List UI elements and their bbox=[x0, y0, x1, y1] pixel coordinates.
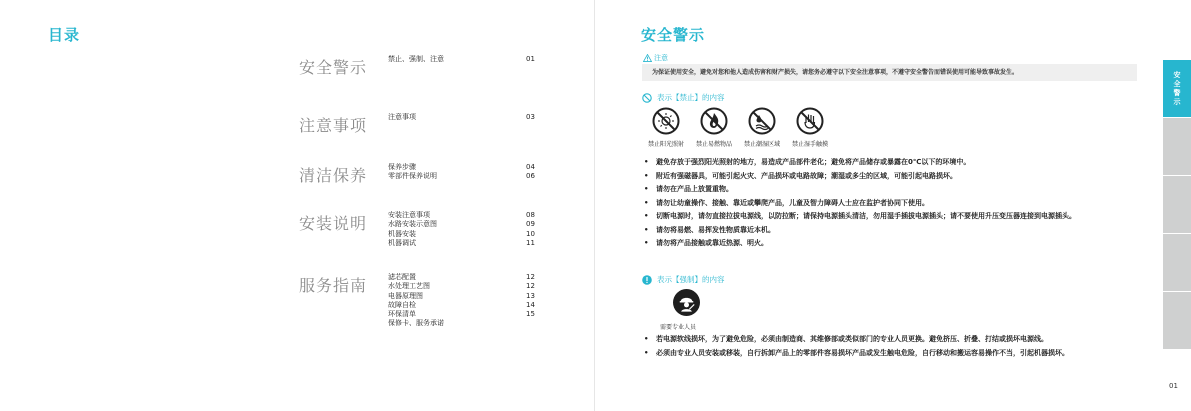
page-number: 01 bbox=[1169, 382, 1178, 390]
side-tab-notes[interactable] bbox=[1163, 118, 1191, 175]
prohibit-item: 禁止湿手触摸 bbox=[786, 107, 834, 148]
mandatory-heading: 表示【强制】的内容 bbox=[642, 274, 725, 285]
wet-hand-prohibited-icon bbox=[796, 107, 824, 135]
toc-items bbox=[388, 113, 538, 122]
professional-worker-icon bbox=[673, 289, 700, 316]
prohibit-heading: 表示【禁止】的内容 bbox=[642, 92, 725, 103]
toc-heading: 安全警示 bbox=[299, 58, 368, 77]
toc-items bbox=[388, 163, 538, 182]
list-item: • 请勿将产品接触或靠近热源、明火。 bbox=[642, 239, 1142, 248]
toc-title: 目录 bbox=[48, 26, 81, 44]
list-item: • 请勿让幼童操作、接触、靠近或攀爬产品，儿童及智力障碍人士应在监护者协同下使用。 bbox=[642, 199, 1142, 208]
side-tab-cleaning[interactable] bbox=[1163, 176, 1191, 233]
exclamation-icon bbox=[642, 275, 652, 285]
sun-prohibited-icon bbox=[652, 107, 680, 135]
page-title: 安全警示 bbox=[641, 26, 706, 44]
notice-bar: 为保证使用安全，避免对您和他人造成伤害和财产损失，请您务必遵守以下安全注意事项，不遵守安全警告而错误使用可能导致事故发生。 bbox=[642, 64, 1137, 81]
list-item: • 必须由专业人员安装或移装，自行拆卸产品上的零部件容易损坏产品或发生触电危险，自行移动和搬运容易操作不当，引起机器损坏。 bbox=[642, 349, 1142, 358]
toc-items bbox=[388, 273, 538, 329]
prohibited-icon bbox=[642, 93, 652, 103]
toc-items bbox=[388, 211, 538, 248]
toc-entry[interactable]: 水处理工艺图 12 bbox=[388, 282, 535, 291]
side-tab-service[interactable] bbox=[1163, 292, 1191, 349]
toc-entry[interactable]: 安装注意事项 08 bbox=[388, 211, 535, 219]
list-item: • 切断电源时，请勿直接拉拔电源线，以防拉断；请保持电源插头清洁，勿用湿手插拔电源插头；请不要使用升压变压器连接到电源插头。 bbox=[642, 212, 1142, 221]
side-tab-install[interactable] bbox=[1163, 234, 1191, 291]
toc-entry[interactable]: 滤芯配置 12 bbox=[388, 273, 535, 281]
prohibit-item: 禁止潮湿区域 bbox=[738, 107, 786, 148]
toc-heading: 清洁保养 bbox=[299, 166, 368, 185]
prohibit-icons bbox=[642, 107, 834, 148]
safety-page bbox=[596, 0, 1191, 411]
toc-entry[interactable]: 禁止、强制、注意 01 bbox=[388, 55, 535, 63]
toc-entry[interactable]: 水路安装示意图 09 bbox=[388, 220, 535, 229]
toc-entry[interactable]: 保养步骤 04 bbox=[388, 163, 535, 171]
list-item: • 请勿在产品上放置重物。 bbox=[642, 185, 1142, 194]
water-prohibited-icon bbox=[748, 107, 776, 135]
side-tab-safety[interactable]: 安全警示 bbox=[1163, 60, 1191, 117]
toc-entry[interactable]: 注意事项 03 bbox=[388, 113, 535, 121]
toc-heading: 安装说明 bbox=[299, 214, 368, 233]
toc-items bbox=[388, 55, 538, 64]
toc-entry[interactable]: 保修卡、服务承诺 bbox=[388, 319, 444, 328]
toc-entry[interactable]: 零部件保养说明 06 bbox=[388, 172, 535, 181]
mandatory-caption: 需要专业人员 bbox=[660, 324, 697, 331]
toc-heading: 服务指南 bbox=[299, 276, 368, 295]
side-tabs bbox=[1163, 60, 1191, 350]
prohibit-item: 禁止阳光照射 bbox=[642, 107, 690, 148]
prohibit-item: 禁止易燃物品 bbox=[690, 107, 738, 148]
toc-entry[interactable]: 环保清单 15 bbox=[388, 310, 535, 319]
list-item: • 附近有强磁器具，可能引起火灾、产品损坏或电路故障；潮湿或多尘的区域，可能引起电路损坏。 bbox=[642, 172, 1142, 181]
list-item: • 请勿将易燃、易挥发性物质靠近本机。 bbox=[642, 226, 1142, 235]
toc-entry[interactable]: 故障自检 14 bbox=[388, 300, 535, 309]
prohibit-list bbox=[642, 158, 1142, 253]
mandatory-list bbox=[642, 335, 1142, 362]
toc-page bbox=[0, 0, 595, 411]
notice-label: 注意 bbox=[643, 53, 668, 63]
toc-entry[interactable]: 机器安装 10 bbox=[388, 229, 535, 238]
toc-entry[interactable]: 机器调试 11 bbox=[388, 238, 535, 247]
toc-entry[interactable]: 电器原理图 13 bbox=[388, 291, 535, 300]
list-item: • 避免存放于强烈阳光照射的地方，易造成产品部件老化；避免将产品储存或暴露在0℃以下的环境中。 bbox=[642, 158, 1142, 167]
list-item: • 若电源软线损坏，为了避免危险，必须由制造商、其维修部或类似部门的专业人员更换。避免挤压、折叠、打结或损坏电源线。 bbox=[642, 335, 1142, 344]
toc-heading: 注意事项 bbox=[299, 116, 368, 135]
warning-icon bbox=[643, 54, 652, 62]
fire-prohibited-icon bbox=[700, 107, 728, 135]
